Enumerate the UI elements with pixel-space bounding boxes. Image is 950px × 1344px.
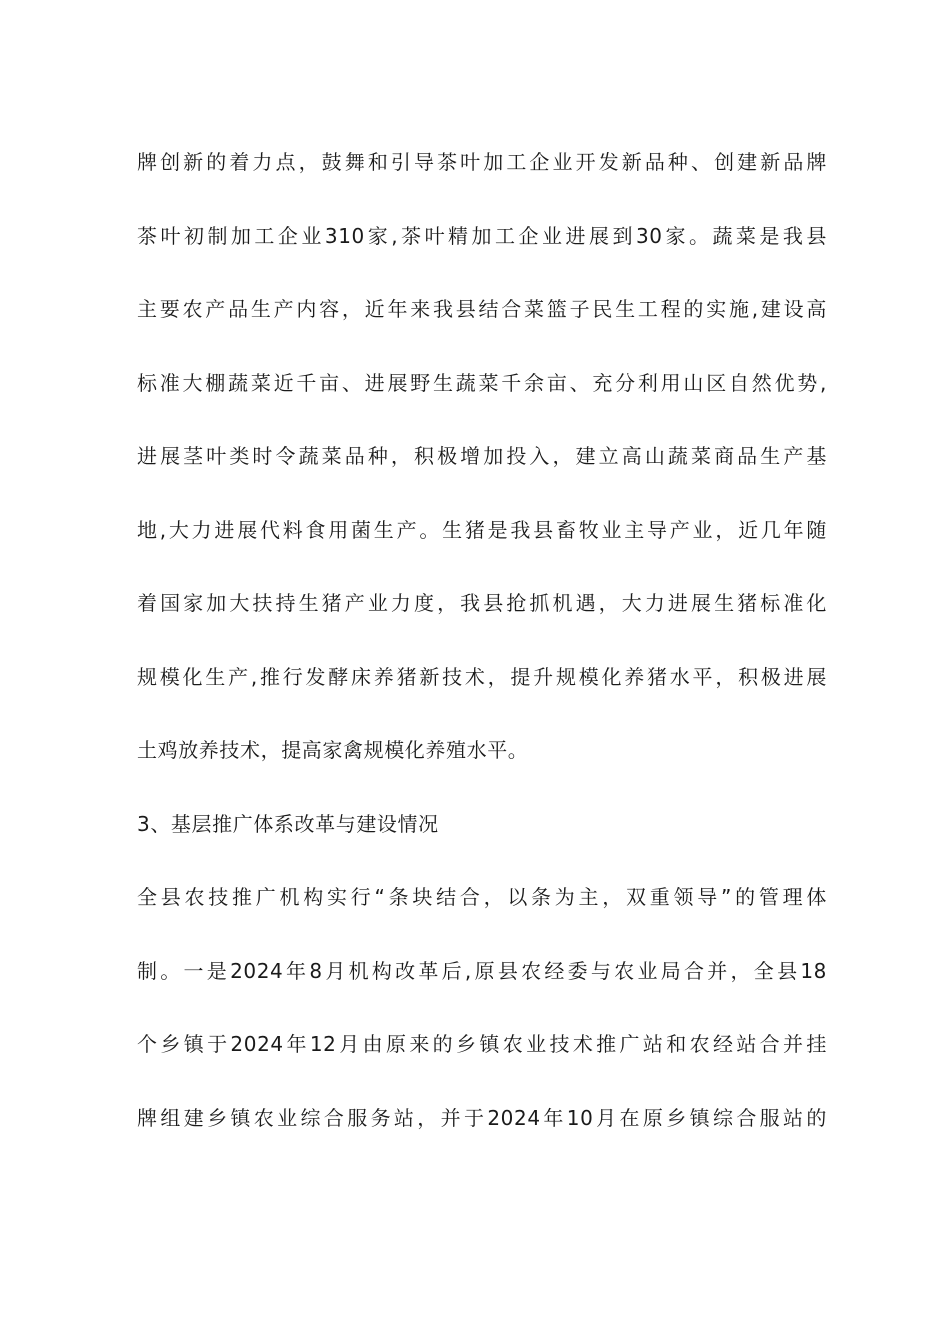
text-line: 标准大棚蔬菜近千亩、进展野生蔬菜千余亩、充分利用山区自然优势, [137,370,827,395]
text-line: 牌组建乡镇农业综合服务站，并于2024年10月在原乡镇综合服站的 [137,1105,827,1130]
section-heading: 3、基层推广体系改革与建设情况 [137,811,439,836]
text-line: 个乡镇于2024年12月由原来的乡镇农业技术推广站和农经站合并挂 [137,1032,827,1056]
text-line: 茶叶初制加工企业310家,茶叶精加工企业进展到30家。蔬菜是我县 [137,223,827,248]
text-line: 制。一是2024年8月机构改革后,原县农经委与农业局合并，全县18 [137,958,827,983]
body-text [137,142,827,1171]
text-line: 进展茎叶类时令蔬菜品种，积极增加投入，建立高山蔬菜商品生产基 [137,444,827,468]
text-line: 全县农技推广机构实行“条块结合，以条为主，双重领导”的管理体 [137,885,827,909]
text-line: 规模化生产,推行发酵床养猪新技术，提升规模化养猪水平，积极进展 [137,664,827,689]
text-line: 牌创新的着力点，鼓舞和引导茶叶加工企业开发新品种、创建新品牌 [137,150,827,174]
text-line: 地,大力进展代料食用菌生产。生猪是我县畜牧业主导产业，近几年随 [137,517,827,542]
text-line: 主要农产品生产内容，近年来我县结合菜篮子民生工程的实施,建设高 [137,297,827,321]
paragraph-end-line: 土鸡放养技术，提高家禽规模化养殖水平。 [137,738,529,762]
text-line: 着国家加大扶持生猪产业力度，我县抢抓机遇，大力进展生猪标准化 [137,591,827,615]
